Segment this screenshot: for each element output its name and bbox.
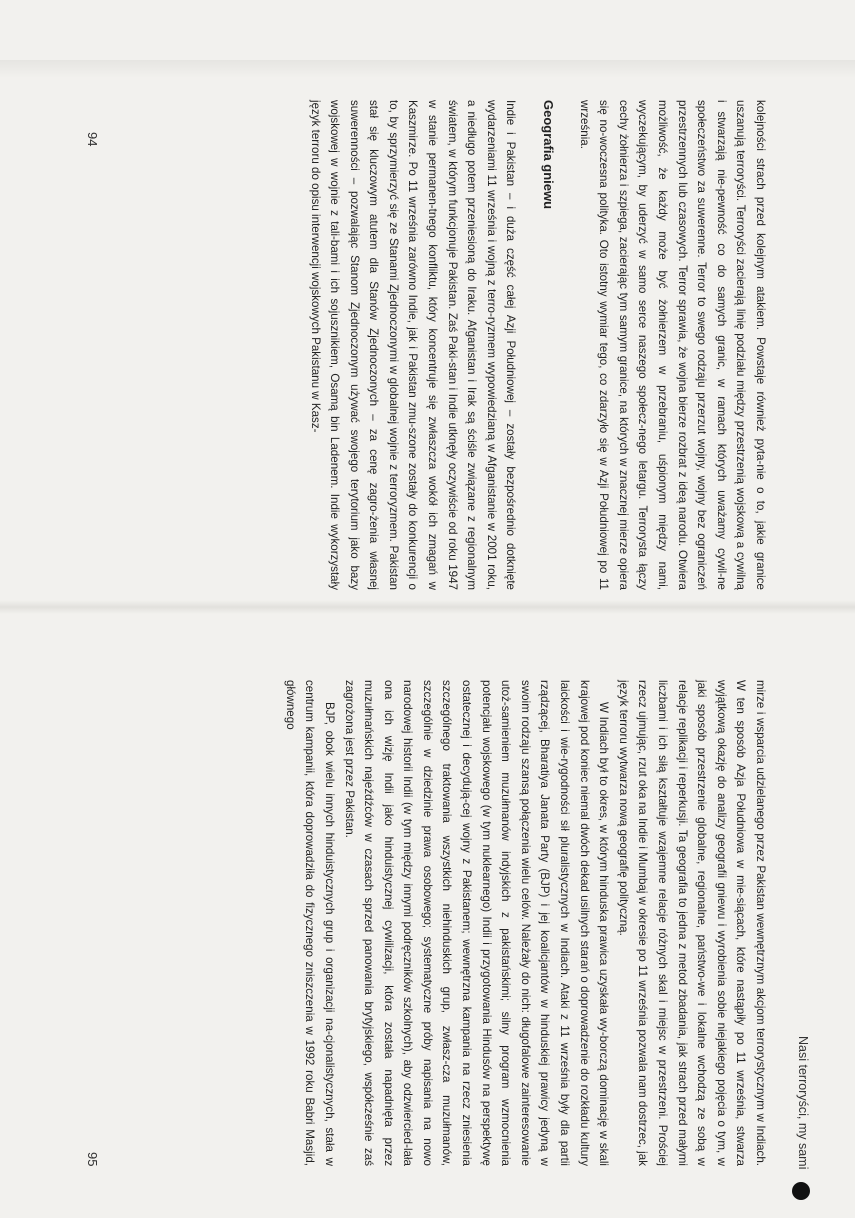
- page-top-edge: [0, 60, 855, 78]
- page-95-paragraph-2: W Indiach był to okres, w którym hinduska prawica uzyskała wy-borczą dominację w skali krajowej pod koniec niemal dwóch dekad usilnych starań o doprowadzenie do rozkładu kultury laickości i wie-rygodności sił pluralistycznych w Indiach. Ataki z 11 września były dla partii rządzącej, Bharatiya Janata Party (BJP) i jej koalicjantów w hinduskiej prawicy jedyną w swoim rodzaju szansą połączenia wielu celów. Należały do nich: długofalowe zainteresowanie utoż-samieniem muzułmanów indyjskich z pakistańskimi; silny program wzmocnienia potencjału wojskowego (w tym nuklearnego) Indii i przygotowania Hindusów na perspektywę ostatecznej i decydują-cej wojny z Pakistanem; wewnętrzna kampania na rzecz zniesienia szczególnego traktowania wszystkich niehinduskich grup, zwłasz-cza muzułmanów, szczególnie w dziedzinie prawa osobowego; systematyczne próby napisania na nowo narodowej historii Indii (w tym między innymi podręczników szkolnych), aby odzwiercied-lała ona ich wizję Indii jako hinduistycznej cywilizacji, która została napadnięta przez muzułmańskich najeźdźców w czasach sprzed panowania brytyjskiego, współcześnie zaś zagrożona jest przez Pakistan.: [342, 680, 611, 1166]
- page-94-text: [305, 100, 770, 590]
- page-94: [305, 100, 770, 590]
- section-heading: Geografia gniewu: [541, 100, 557, 210]
- page-95-text: [280, 680, 770, 1166]
- bullet-mark: [792, 1182, 810, 1200]
- page-95: [280, 680, 770, 1166]
- page-number-95: 95: [85, 1152, 100, 1167]
- page-95-paragraph-3: BJP, obok wielu innych hinduistycznych grup i organizacji na-cjonalistycznych, stała w centrum kampanii, która doprowadziła do fizycznego zniszczenia w 1992 roku Babri Masjid, głównego: [283, 680, 336, 1166]
- page-number-94: 94: [85, 132, 100, 147]
- running-head: Nasi terroryści, my sami: [796, 1036, 810, 1170]
- page-94-paragraph-2: Indie i Pakistan – i duża część całej Azji Południowej – zostały bezpośrednio dotknięte wydarzeniami 11 września i wojną z terro-ryzmem wypowiedzianą w Afganistanie w 2001 roku, a niedługo potem przeniesioną do Iraku. Afganistan i Irak są ściśle związane z regionalnym światem, w którym funkcjonuje Pakistan. Zaś Paki-stan i Indie utknęły oczywiście od roku 1947 w stanie permanen-tnego konfliktu, który koncentruje się zwłaszcza wokół ich zmagań w Kaszmirze. Po 11 września zarówno Indie, jak i Pakistan zmu-szone zostały do konkurencji o to, by sprzymierzyć się ze Stanami Zjednoczonymi w globalnej wojnie z terroryzmem. Pakistan stał się kluczowym atutem dla Stanów Zjednoczonych – za cenę zagro-żenia własnej suwerenności – pozwalając Stanom Zjednoczonym używać swojego terytorium jako bazy wojskowej w wojnie z tali-bami i ich sojusznikiem, Osamą bin Ladenem. Indie wykorzystały język terroru do opisu interwencji wojskowych Pakistanu w Kasz-: [308, 100, 518, 590]
- book-fold: [0, 600, 855, 614]
- page-94-paragraph-1: kolejności strach przed kolejnym atakiem. Powstaje również pyta-nie o to, jakie granice uszanują terroryści. Terroryści zacierają linię podziału między przestrzenią wojskową a cywilną i stwarzają nie-pewność co do samych granic, w ramach których uważamy cywil-ne społeczeństwo za suwerenne. Terror to swego rodzaju przerzut wojny, wojny bez ograniczeń przestrzennych lub czasowych. Terror sprawia, że wojna bierze rozbrat z ideą narodu. Otwiera możliwość, że każdy może być żołnierzem w przebraniu, uśpionym między nami, wyczekującym, by uderzyć w samo serce naszego społecz-nego letargu. Terrorysta łączy cechy żołnierza i szpiega, zacierając tym samym granice, na których w znacznej mierze opiera się no-woczesna polityka. Oto istotny wymiar tego, co zdarzyło się w Azji Południowej po 11 września.: [577, 100, 767, 590]
- page-95-paragraph-1: mirze i wsparcia udzielanego przez Pakistan wewnętrznym akcjom terrorystycznym w Indiach. W ten sposób Azja Południowa w mie-siącach, które nastąpiły po 11 września, stwarza wyjątkową okazję do analizy geografii gniewu i wyrobienia sobie niejakiego pojęcia o tym, w jaki sposób przestrzenie globalne, regionalne, państwo-we i lokalne wchodzą ze sobą w relacje replikacji i reperkusji. Ta geografia to jedna z metod zbadania, jak strach przed małymi liczbami i ich siłą kształtuje wzajemne relacje różnych skal i miejsc w przestrzeni. Prościej rzecz ujmując, rzut oka na Indie i Mumbaj w okresie po 11 września pozwala nam dostrzec, jak język terroru wytwarza nową geografię polityczną.: [616, 680, 767, 1166]
